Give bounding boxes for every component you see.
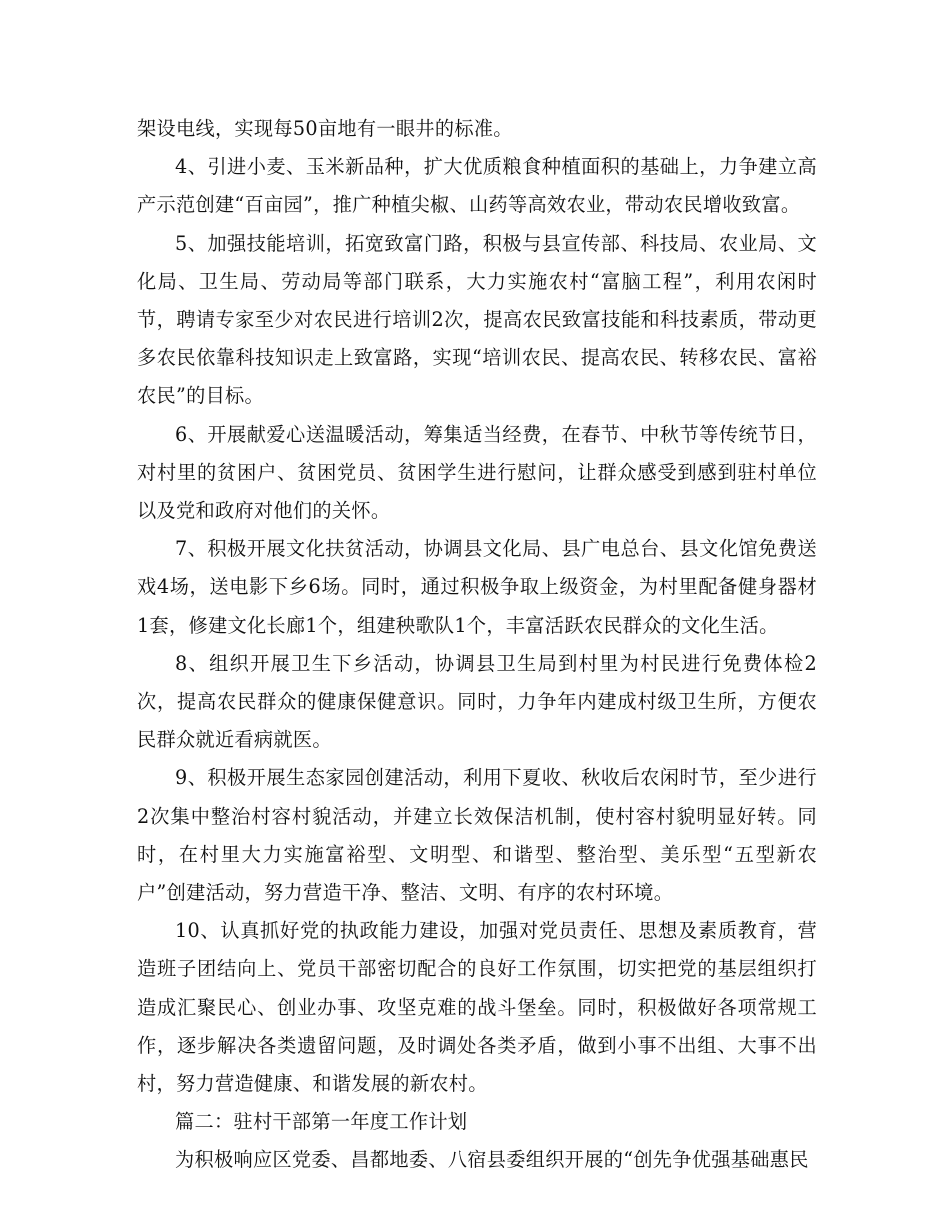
paragraph-item-10: 10、认真抓好党的执政能力建设，加强对党员责任、思想及素质教育，营造班子团结向上、党员干部密切配合的良好工作氛围，切实把党的基层组织打造成汇聚民心、创业办事、攻坚克难的战斗堡垒。同时，积极做好各项常规工作，逐步解决各类遗留问题，及时调处各类矛盾，做到小事不出组、大事不出村，努力营造健康、和谐发展的新农村。 bbox=[137, 919, 817, 1096]
paragraph-item-4: 4、引进小麦、玉米新品种，扩大优质粮食种植面积的基础上，力争建立高产示范创建“百亩园”，推广种植尖椒、山药等高效农业，带动农民增收致富。 bbox=[137, 155, 817, 217]
paragraph-intro: 为积极响应区党委、昌都地委、八宿县委组织开展的“创先争优强基础惠民 bbox=[175, 1148, 809, 1172]
section-heading: 篇二：驻村干部第一年度工作计划 bbox=[175, 1110, 468, 1134]
paragraph-item-7: 7、积极开展文化扶贫活动，协调县文化局、县广电总台、县文化馆免费送戏4场，送电影下乡6场。同时，通过积极争取上级资金，为村里配备健身器材1套，修建文化长廊1个，组建秧歌队1个，丰富活跃农民群众的文化生活。 bbox=[137, 537, 817, 637]
document-page bbox=[137, 110, 817, 1180]
paragraph-item-9: 9、积极开展生态家园创建活动，利用下夏收、秋收后农闲时节，至少进行2次集中整治村容村貌活动，并建立长效保洁机制，使村容村貌明显好转。同时，在村里大力实施富裕型、文明型、和谐型、整治型、美乐型“五型新农户”创建活动，努力营造干净、整洁、文明、有序的农村环境。 bbox=[137, 766, 817, 905]
paragraph-item-5: 5、加强技能培训，拓宽致富门路，积极与县宣传部、科技局、农业局、文化局、卫生局、劳动局等部门联系，大力实施农村“富脑工程”，利用农闲时节，聘请专家至少对农民进行培训2次，提高农民致富技能和科技素质，带动更多农民依靠科技知识走上致富路，实现“培训农民、提高农民、转移农民、富裕农民”的目标。 bbox=[137, 231, 817, 408]
paragraph-item-8: 8、组织开展卫生下乡活动，协调县卫生局到村里为村民进行免费体检2次，提高农民群众的健康保健意识。同时，力争年内建成村级卫生所，方便农民群众就近看病就医。 bbox=[137, 651, 817, 752]
paragraph-continuation: 架设电线，实现每50亩地有一眼井的标准。 bbox=[137, 117, 513, 140]
paragraph-item-6: 6、开展献爱心送温暖活动，筹集适当经费，在春节、中秋节等传统节日，对村里的贫困户、贫困党员、贫困学生进行慰问，让群众感受到感到驻村单位以及党和政府对他们的关怀。 bbox=[137, 422, 817, 523]
